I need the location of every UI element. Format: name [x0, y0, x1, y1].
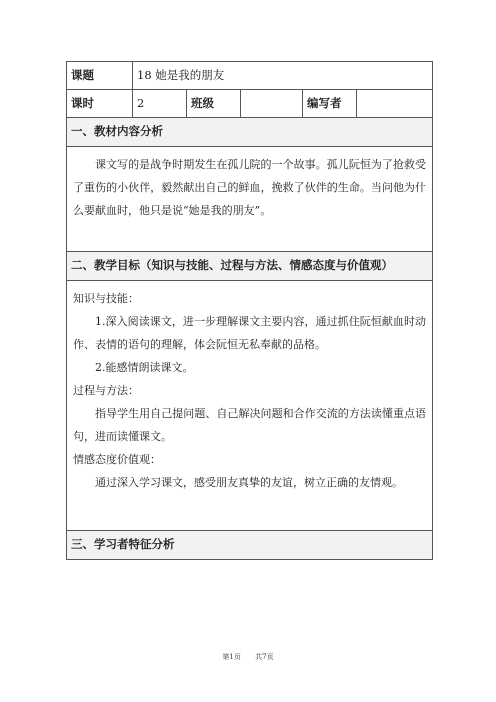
knowledge-label: 知识与技能： — [73, 292, 139, 305]
lesson-plan-sheet — [66, 61, 432, 560]
page-total: 共7页 — [255, 653, 274, 661]
period-label: 课时 — [67, 90, 133, 118]
period-value: 2 — [133, 90, 187, 118]
header-row-meta — [67, 90, 433, 118]
section1-text: 课文写的是战争时期发生在孤儿院的一个故事。孤儿阮恒为了抢救受了重伤的小伙伴，毅然献出自己的鲜血，挽救了伙伴的生命。当问他为什么要献血时，他只是说“她是我的朋友”。 — [73, 158, 427, 217]
topic-value: 18 她是我的朋友 — [133, 62, 433, 90]
class-label: 班级 — [187, 90, 241, 118]
author-value — [357, 90, 433, 118]
section2-body-row — [67, 281, 433, 531]
section1-body — [67, 147, 433, 252]
knowledge-item-2: 2.能感情朗读课文。 — [95, 361, 194, 374]
class-value — [241, 90, 303, 118]
section2-title-row — [67, 252, 433, 281]
section3-title: 三、学习者特征分析 — [67, 531, 433, 560]
section3-title-row — [67, 531, 433, 560]
topic-label: 课题 — [67, 62, 133, 90]
page-number: 第1页 — [222, 653, 241, 661]
header-row-topic — [67, 62, 433, 90]
section1-title: 一、教材内容分析 — [67, 118, 433, 147]
author-label: 编写者 — [303, 90, 357, 118]
page-footer — [0, 652, 496, 662]
emotion-label: 情感态度价值观： — [73, 453, 161, 466]
process-label: 过程与方法： — [73, 384, 139, 397]
section1-body-row — [67, 147, 433, 252]
emotion-text: 通过深入学习课文，感受朋友真挚的友谊，树立正确的友情观。 — [95, 476, 403, 489]
knowledge-item-1: 1.深入阅读课文，进一步理解课文主要内容，通过抓住阮恒献血时动作、表情的语句的理解，体会阮恒无私奉献的品格。 — [73, 315, 427, 351]
process-text: 指导学生用自己提问题、自己解决问题和合作交流的方法读懂重点语句，进而读懂课文。 — [73, 407, 427, 443]
section2-body — [67, 281, 433, 531]
lesson-plan-table — [66, 61, 433, 560]
section1-title-row — [67, 118, 433, 147]
section2-title: 二、教学目标（知识与技能、过程与方法、情感态度与价值观） — [67, 252, 433, 281]
